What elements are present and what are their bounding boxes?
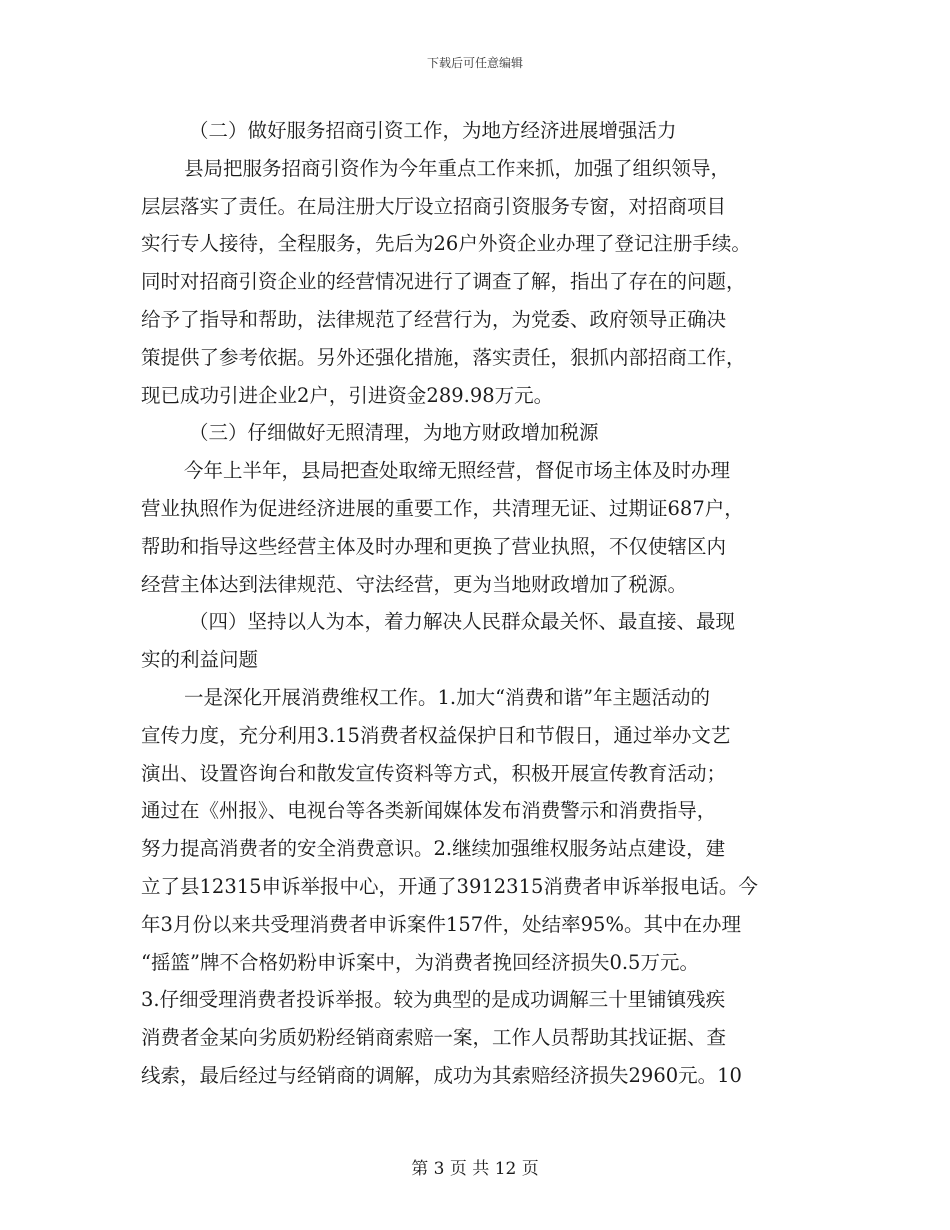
paragraph-line: 策提供了参考依据。另外还强化措施，落实责任，狠抓内部招商工作，	[141, 345, 746, 369]
paragraph-line: 同时对招商引资企业的经营情况进行了调查了解，指出了存在的问题，	[141, 270, 746, 294]
paragraph-line: 给予了指导和帮助，法律规范了经营行为，为党委、政府领导正确决	[141, 307, 727, 331]
header-note: 下载后可任意编辑	[426, 56, 523, 70]
section-heading-2: （二）做好服务招商引资工作，为地方经济进展增强活力	[189, 119, 677, 142]
paragraph-line: 一是深化开展消费维权工作。1.加大“消费和谐”年主题活动的	[184, 685, 711, 709]
paragraph-line: 努力提高消费者的安全消费意识。2.继续加强维权服务站点建设，建	[141, 837, 726, 861]
paragraph-line: 3.仔细受理消费者投诉举报。较为典型的是成功调解三十里铺镇残疾	[141, 988, 726, 1012]
document-body	[141, 112, 809, 1095]
paragraph-line: 实行专人接待，全程服务，先后为26户外资企业办理了登记注册手续。	[141, 232, 751, 256]
paragraph-line: 线索，最后经过与经销商的调解，成功为其索赔经济损失2960元。10	[141, 1063, 742, 1087]
paragraph-line: 今年上半年，县局把查处取缔无照经营，督促市场主体及时办理	[184, 459, 731, 483]
paragraph-line: 营业执照作为促进经济进展的重要工作，共清理无证、过期证687户，	[141, 496, 744, 520]
paragraph-line: 通过在《州报》、电视台等各类新闻媒体发布消费警示和消费指导，	[141, 799, 717, 823]
section-heading-3: （三）仔细做好无照清理，为地方财政增加税源	[189, 421, 599, 445]
paragraph-line: 帮助和指导这些经营主体及时办理和更换了营业执照，不仅使辖区内	[141, 534, 727, 558]
paragraph-line: 层层落实了责任。在局注册大厅设立招商引资服务专窗，对招商项目	[141, 194, 727, 218]
paragraph-line: 现已成功引进企业2户，引进资金289.98万元。	[141, 383, 554, 407]
paragraph-line: 演出、设置咨询台和散发宣传资料等方式，积极开展宣传教育活动；	[141, 761, 727, 785]
paragraph-line: 消费者金某向劣质奶粉经销商索赔一案，工作人员帮助其找证据、查	[141, 1026, 727, 1050]
paragraph-line: 年3月份以来共受理消费者申诉案件157件，处结率95%。其中在办理	[141, 912, 741, 936]
paragraph-line: 宣传力度，充分利用3.15消费者权益保护日和节假日，通过举办文艺	[141, 723, 731, 747]
section-heading-4-continued: 实的利益问题	[141, 648, 259, 672]
paragraph-line: 立了县12315申诉举报中心，开通了3912315消费者申诉举报电话。今	[141, 874, 758, 898]
page-number: 第 3 页 共 12 页	[411, 1159, 539, 1179]
paragraph-line: 县局把服务招商引资作为今年重点工作来抓，加强了组织领导，	[184, 156, 731, 180]
paragraph-line: 经营主体达到法律规范、守法经营，更为当地财政增加了税源。	[141, 572, 688, 596]
section-heading-4: （四）坚持以人为本，着力解决人民群众最关怀、最直接、最现	[189, 610, 736, 634]
paragraph-line: “摇篮”牌不合格奶粉申诉案中，为消费者挽回经济损失0.5万元。	[141, 950, 699, 974]
